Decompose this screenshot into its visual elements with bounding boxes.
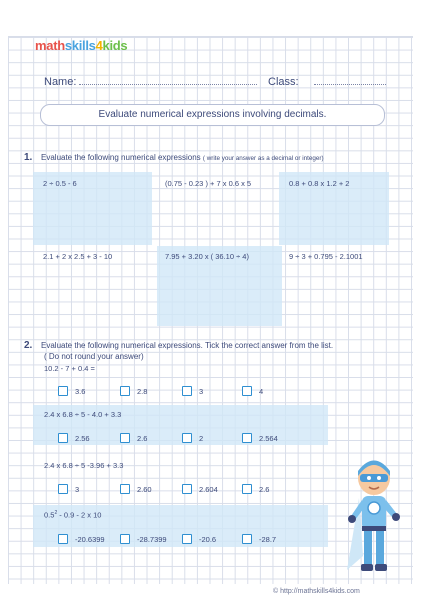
q2-number: 2. [24, 340, 33, 351]
class-field[interactable] [268, 75, 386, 88]
q2-item-1-option-1-checkbox[interactable] [58, 386, 68, 396]
q2-item-3-option-2-label: 2.60 [137, 485, 152, 494]
q2-item-3-option-1-checkbox[interactable] [58, 484, 68, 494]
superhero-leg-right [376, 531, 384, 567]
q2-item-3-expression: 2.4 x 6.8 ÷ 5 -3.96 + 3.3 [44, 461, 124, 470]
q2-item-1-option-3-checkbox[interactable] [182, 386, 192, 396]
worksheet-title: Evaluate numerical expressions involving decimals. [40, 104, 385, 126]
q1-expression-6: 9 ÷ 3 + 0.795 - 2.1001 [289, 252, 363, 261]
q2-item-4-expression-base: 0.5 [44, 510, 55, 520]
q2-item-4-option-3-checkbox[interactable] [182, 534, 192, 544]
q2-item-3-option-1-label: 3 [75, 485, 80, 494]
q1-expression-4: 2.1 + 2 x 2.5 + 3 - 10 [43, 252, 113, 261]
q2-item-1-option-3-label: 3 [199, 387, 204, 396]
logo-text-kids: kids [102, 38, 128, 53]
superhero-mask [360, 474, 388, 482]
site-logo [35, 38, 127, 53]
q2-item-4-option-3-label: -20.6 [199, 535, 217, 544]
q1-number: 1. [24, 152, 33, 163]
q2-item-4-option-4-checkbox[interactable] [242, 534, 252, 544]
superhero-eye-left [367, 476, 371, 480]
q2-item-2-option-3-checkbox[interactable] [182, 433, 192, 443]
superhero-glove-left [348, 515, 356, 523]
q2-item-2-option-2-checkbox[interactable] [120, 433, 130, 443]
q2-item-4-option-1-label: -20.6399 [75, 535, 105, 544]
superhero-glove-right [392, 513, 400, 521]
name-blank[interactable] [79, 75, 257, 85]
q2-item-1-expression: 10.2 - 7 + 0.4 = [44, 364, 95, 373]
q2-item-2-expression: 2.4 x 6.8 ÷ 5 - 4.0 + 3.3 [44, 410, 122, 419]
q2-note: ( Do not round your answer) [44, 352, 144, 361]
name-label: Name: [44, 76, 77, 88]
name-field[interactable] [44, 75, 257, 88]
q1-hint: ( write your answer as a decimal or integer) [202, 155, 324, 162]
q2-item-1-option-4-label: 4 [259, 387, 264, 396]
superhero-belt [362, 526, 386, 531]
q2-item-3-option-3-label: 2.604 [199, 485, 218, 494]
q2-item-4-option-2-label: -28.7399 [137, 535, 167, 544]
q2-item-4-option-2-checkbox[interactable] [120, 534, 130, 544]
q1-instruction-text: Evaluate the following numerical expressions [41, 153, 201, 162]
q2-item-3-option-2-checkbox[interactable] [120, 484, 130, 494]
logo-text-4: 4 [95, 38, 103, 53]
superhero-emblem [368, 502, 380, 514]
q2-item-1-option-1-label: 3.6 [75, 387, 86, 396]
q2-instruction: Evaluate the following numerical expressions. Tick the correct answer from the list. [41, 341, 334, 350]
q2-item-2-option-1-checkbox[interactable] [58, 433, 68, 443]
class-blank[interactable] [314, 75, 386, 85]
superhero-leg-left [364, 531, 372, 567]
superhero-boot-left [361, 564, 373, 571]
q2-item-3-option-4-label: 2.6 [259, 485, 270, 494]
q1-expression-2: (0.75 - 0.23 ) + 7 x 0.6 x 5 [165, 179, 252, 188]
q2-item-2-option-1-label: 2.56 [75, 434, 90, 443]
q2-item-4-expression-exponent: 2 [54, 510, 58, 516]
q2-item-2-option-4-checkbox[interactable] [242, 433, 252, 443]
superhero-illustration [343, 458, 405, 580]
superhero-eye-right [377, 476, 381, 480]
q2-item-4-option-1-checkbox[interactable] [58, 534, 68, 544]
q1-expression-5: 7.95 + 3.20 x ( 36.10 ÷ 4) [165, 252, 249, 261]
footer-url: © http://mathskills4kids.com [273, 588, 360, 595]
q2-item-2-option-2-label: 2.6 [137, 434, 148, 443]
logo-text-math: math [35, 38, 65, 53]
q2-item-2-option-4-label: 2.564 [259, 434, 278, 443]
class-label: Class: [268, 76, 299, 88]
q2-item-2-option-3-label: 2 [199, 434, 204, 443]
q2-item-4-expression [44, 510, 101, 520]
q2-item-4-option-4-label: -28.7 [259, 535, 277, 544]
superhero-boot-right [375, 564, 387, 571]
q1-instruction [41, 153, 324, 162]
q2-item-3-option-4-checkbox[interactable] [242, 484, 252, 494]
q2-item-1-option-4-checkbox[interactable] [242, 386, 252, 396]
q1-expression-1: 2 ÷ 0.5 - 6 [43, 179, 77, 188]
q1-expression-3: 0.8 + 0.8 x 1.2 + 2 [289, 179, 350, 188]
logo-text-skills: skills [64, 38, 96, 53]
q2-item-4-expression-rest: - 0.9 - 2 x 10 [57, 510, 102, 520]
q2-item-1-option-2-label: 2.8 [137, 387, 148, 396]
q2-item-3-option-3-checkbox[interactable] [182, 484, 192, 494]
q2-item-1-option-2-checkbox[interactable] [120, 386, 130, 396]
